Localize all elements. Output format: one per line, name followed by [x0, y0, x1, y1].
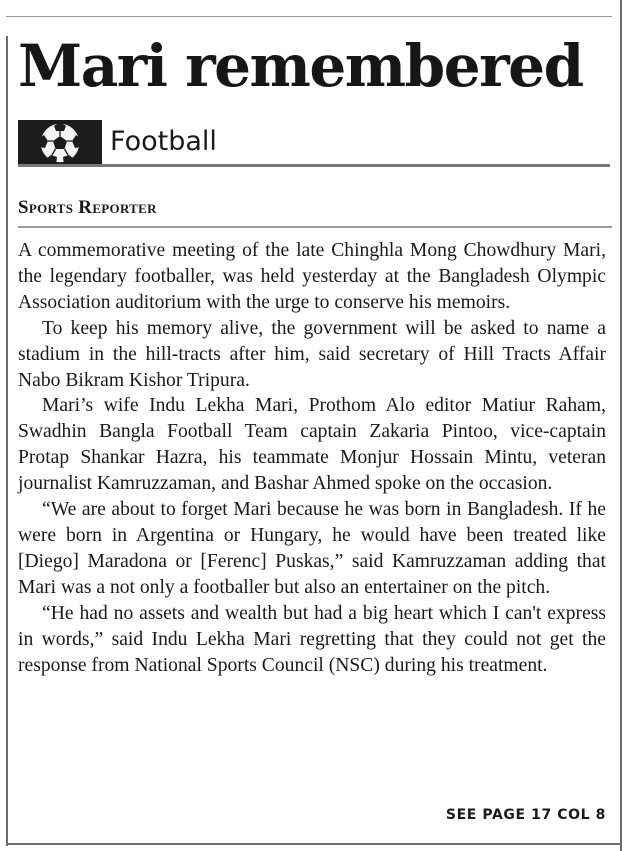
article-paragraph: Mari’s wife Indu Lekha Mari, Prothom Alo editor Matiur Raham, Swadhin Bangla Football Team captain Zakaria Pintoo, vice-captain Protap Shankar Hazra, his teammate Monjur Hossain Mintu, veteran journalist Kamruzzaman, and Bashar Ahmed spoke on the occasion.	[18, 395, 606, 495]
article-paragraph: A commemorative meeting of the late Chinghla Mong Chowdhury Mari, the legendary footballer, was held yesterday at the Bangladesh Olympic Association auditorium with the urge to conserve his memoirs.	[18, 240, 606, 313]
article-paragraph: “We are about to forget Mari because he was born in Bangladesh. If he were born in Argentina or Hungary, he would have been treated like [Diego] Maradona or [Ferenc] Puskas,” said Kamruzzaman adding that Mari was a not only a footballer but also an entertainer on the pitch.	[18, 499, 606, 598]
top-rule	[6, 16, 612, 17]
continued-on-page: SEE PAGE 17 COL 8	[445, 807, 606, 823]
page-border-right	[620, 0, 622, 851]
headline: Mari remembered	[18, 32, 583, 100]
section-icon-block	[18, 120, 102, 164]
football-icon	[32, 121, 88, 163]
section-rule	[18, 164, 610, 167]
article-border-left	[6, 36, 8, 846]
article-paragraph: To keep his memory alive, the government will be asked to name a stadium in the hill-tracts after him, said secretary of Hill Tracts Affair Nabo Bikram Kishor Tripura.	[18, 317, 606, 391]
section-header	[18, 120, 610, 164]
article-paragraph: “He had no assets and wealth but had a big heart which I can't express in words,” said Indu Lekha Mari regretting that they could not get the response from National Sports Council (NSC) during his treatment.	[18, 602, 606, 676]
section-label: Football	[110, 126, 217, 157]
article-body	[18, 238, 606, 678]
byline: Sports Reporter	[18, 197, 157, 218]
byline-rule	[18, 226, 612, 228]
bottom-rule	[6, 843, 622, 845]
